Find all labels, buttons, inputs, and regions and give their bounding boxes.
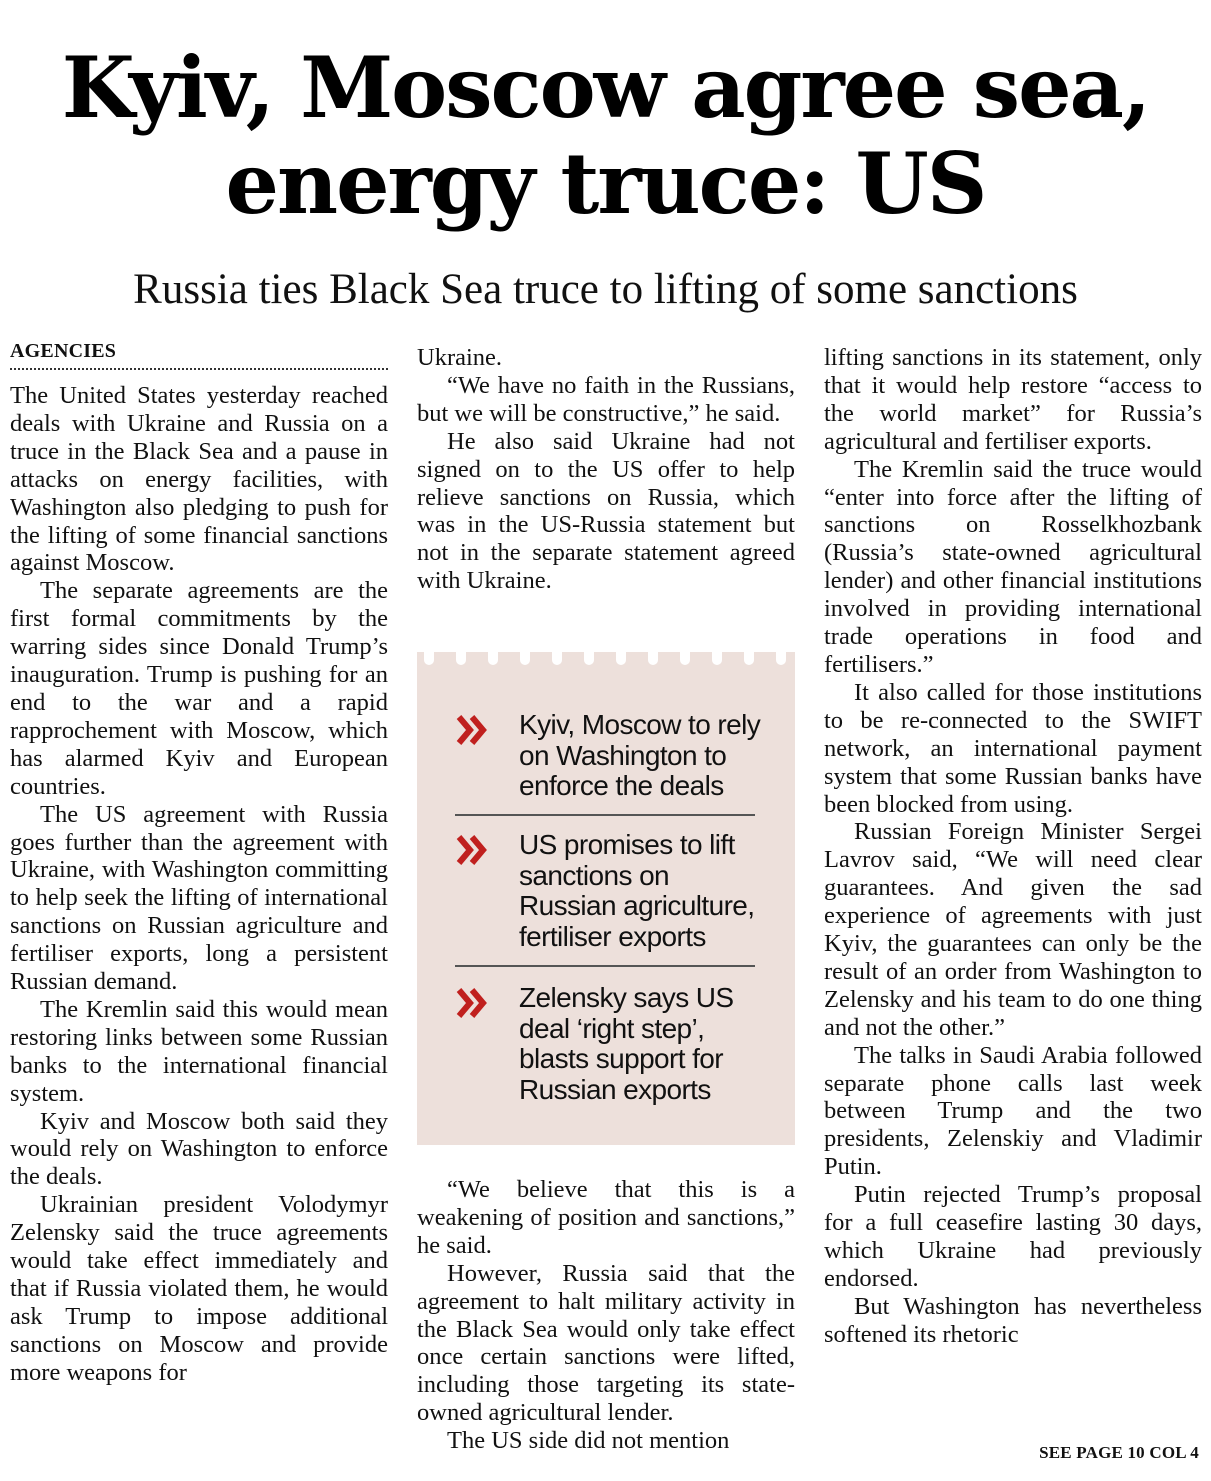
column-3-body <box>824 344 1202 1349</box>
column-2-bottom-body <box>417 1176 795 1455</box>
notepad-holes <box>417 652 795 676</box>
paragraph: “We have no faith in the Russians, but we will be constructive,” he said. <box>417 371 795 427</box>
double-chevron-right-icon <box>455 712 491 748</box>
paragraph: The United States yesterday reached deals with Ukraine and Russia on a truce in the Black Sea and a pause in attacks on energy facilities, with Washington also pledging to push for the lifting of some financial sanctions against Moscow. <box>10 382 388 577</box>
headline-line-1: Kyiv, Moscow agree sea, <box>61 38 1150 137</box>
paragraph: The US agreement with Russia goes further than the agreement with Ukraine, with Washington committing to help seek the lifting of international sanctions on Russian agriculture and fertiliser exports, long a persistent Russian demand. <box>10 800 388 996</box>
highlight-text: US promises to lift sanctions on Russian agriculture, fertiliser exports <box>519 829 755 952</box>
headline-line-2: energy truce: US <box>225 134 986 233</box>
subheadline: Russia ties Black Sea truce to lifting of some sanctions <box>133 266 1078 313</box>
double-chevron-right-icon <box>455 985 491 1021</box>
paragraph: Putin rejected Trump’s proposal for a full ceasefire lasting 30 days, which Ukraine had previously endorsed. <box>824 1181 1202 1292</box>
paragraph: The Kremlin said the truce would “enter into force after the lifting of sanctions on Rosselkhozbank (Russia’s state-owned agricultural lender) and other financial institutions involved in providing international trade operations in food and fertilisers.” <box>824 455 1202 678</box>
paragraph: But Washington has nevertheless softened its rhetoric <box>824 1292 1202 1348</box>
paragraph: Ukrainian president Volodymyr Zelensky said the truce agreements would take effect immediately and that if Russia violated them, he would ask Trump to impose additional sanctions on Moscow and provide more weapons for <box>10 1191 388 1386</box>
article-column-3 <box>824 336 1202 1349</box>
column-1-body <box>10 382 388 1387</box>
highlight-text: Zelensky says US deal ‘right step’, blasts support for Russian exports <box>519 982 734 1105</box>
paragraph: He also said Ukraine had not signed on to the US offer to help relieve sanctions on Russia, which was in the US-Russia statement but not in the separate statement agreed with Ukraine. <box>417 427 795 595</box>
paragraph: The Kremlin said this would mean restoring links between some Russian banks to the international financial system. <box>10 995 388 1107</box>
highlights-box <box>417 652 795 1145</box>
divider <box>455 814 755 816</box>
double-chevron-right-icon <box>455 832 491 868</box>
paragraph: lifting sanctions in its statement, only that it would help restore “access to the world market” for Russia’s agricultural and fertiliser exports. <box>824 344 1202 455</box>
paragraph: The separate agreements are the first formal commitments by the warring sides since Donald Trump’s inauguration. Trump is pushing for an end to the war and a rapid rapprochement with Moscow, which has alarmed Kyiv and European countries. <box>10 577 388 800</box>
paragraph: However, Russia said that the agreement to halt military activity in the Black Sea would only take effect once certain sanctions were lifted, including those targeting its state-owned agricultural lender. <box>417 1259 795 1427</box>
byline: AGENCIES <box>10 338 388 370</box>
divider <box>455 965 755 967</box>
headline <box>0 40 1211 232</box>
paragraph: Kyiv and Moscow both said they would rely on Washington to enforce the deals. <box>10 1107 388 1191</box>
paragraph: Russian Foreign Minister Sergei Lavrov said, “We will need clear guarantees. And given the sad experience of agreements with just Kyiv, the guarantees can only be the result of an order from Washington to Zelensky and his team to do one thing and not the other.” <box>824 818 1202 1041</box>
paragraph: Ukraine. <box>417 344 503 371</box>
article-column-1 <box>10 336 388 1387</box>
highlight-text: Kyiv, Moscow to rely on Washington to enforce the deals <box>519 709 761 801</box>
paragraph: The talks in Saudi Arabia followed separate phone calls last week between Trump and the two presidents, Zelenskiy and Vladimir Putin. <box>824 1041 1202 1181</box>
paragraph: It also called for those institutions to be re-connected to the SWIFT network, an international payment system that some Russian banks have been blocked from using. <box>824 678 1202 818</box>
paragraph: “We believe that this is a weakening of position and sanctions,” he said. <box>417 1176 795 1259</box>
continuation-note: SEE PAGE 10 COL 4 <box>1039 1443 1199 1462</box>
paragraph: The US side did not mention <box>447 1427 730 1455</box>
column-2-top-body <box>417 344 795 595</box>
